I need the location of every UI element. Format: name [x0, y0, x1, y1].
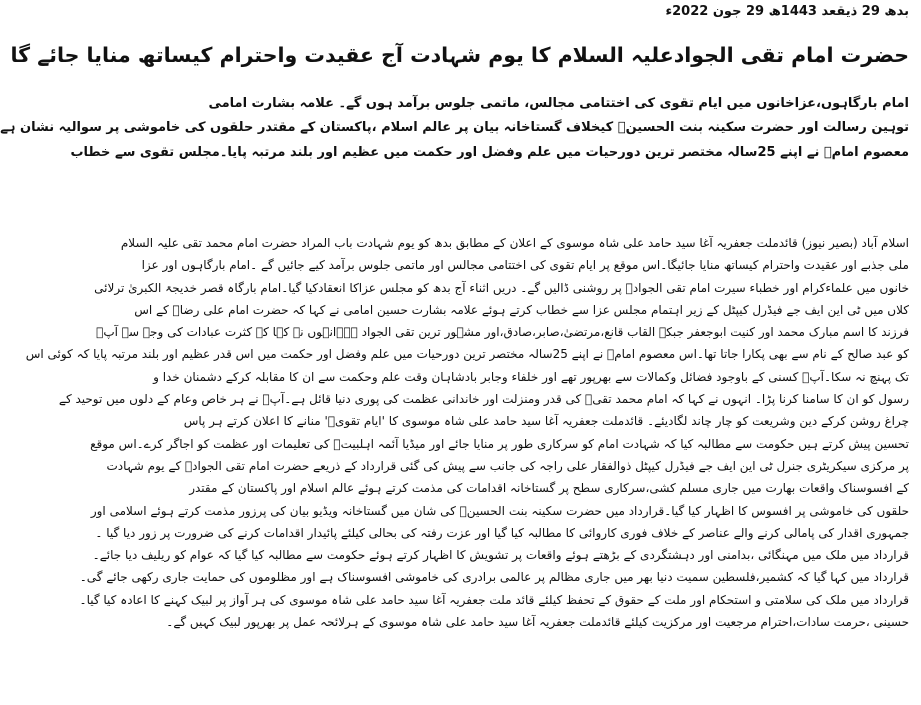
body-line: ملی جذبے اور عقیدت واحترام کیساتھ منایا جائیگا۔اس موقع پر ایام تقوی کی اختتامی مجالس اور ماتمی جلوس برآمد کیے جائیں گے ۔امام بارگاہوں اور عزا	[141, 258, 909, 273]
body-line: چراغ روشن کرکے دین وشریعت کو چار چاند لگادیئے۔ قائدملت جعفریہ آغا سید حامد علی شاہ موسوی کا 'ایام تقویؑ' منانے کا اعلان کرتے ہر پاس	[183, 414, 909, 429]
body-line: کلاں میں ٹی این ایف جے فیڈرل کیپٹل کے زیر اہتمام مجلس عزا سے خطاب کرتے ہوئے علامہ بشارت حسین امامی نے کہا کہ حضرت امام علی رضاؑ کے اس	[134, 302, 909, 317]
body-line: قرارداد میں کہا گیا کہ کشمیر،فلسطین سمیت دنیا بھر میں جاری مظالم پر عالمی برادری کی خاموشی افسوسناک ہے اور مظلوموں کی حمایت جاری رکھی جائے گی۔	[79, 570, 909, 585]
body-line: فرزند کا اسم مبارک محمد اور کنیت ابوجعفر جبکہ القاب قانع،مرتضیٰ،صابر،صادق،اور مشہور ترین تقی الجواد ہے۔انہوں نے کہا کہ کثرت عبادات کی وجہ سے آپؑ	[96, 325, 909, 340]
body-line: کے افسوسناک واقعات بھارت میں جاری مسلم کشی،سرکاری سطح پر گستاخانہ اقدامات کی مذمت کرتے ہوئے عالم اسلام اور پاکستان کے مقتدر	[189, 481, 909, 496]
subdeck-line: امام بارگاہوں،عزاخانوں میں ایام تقوی کی اختتامی مجالس، ماتمی جلوس برآمد ہوں گے۔ علامہ بشارت امامی	[208, 96, 909, 111]
body-line: قرارداد میں ملک میں مہنگائی ،بدامنی اور دہشتگردی کے بڑھتے ہوئے واقعات پر تشویش کا اظہار کرتے ہوئے حکومت سے مطالبہ کیا گیا کہ عوام کو ریلیف دیا جائے۔	[92, 548, 909, 563]
body-line: کو عبد صالح کے نام سے بھی پکارا جاتا تھا۔اس معصوم امامؑ نے اپنے 25سالہ مختصر ترین دورحیات میں علم وفضل اور حکمت میں اس قدر عظیم اور بلند مرتبہ پایا کہ کوئی اس	[25, 347, 909, 362]
body-line: تک پہنچ نہ سکا۔آپؑ کسنی کے باوجود فضائل وکمالات سے بھرپور تھے اور خلفاء وجابر بادشاہان وقت علم وحکمت سے ان کا مقابلہ کرکے دشمنان خدا و	[153, 369, 909, 384]
body-line: خانوں میں علماءکرام اور خطباء سیرت امام تقی الجوادؑ پر روشنی ڈالیں گے۔ دریں اثناء آج بدھ کو مجلس عزاکا انعقادکیا گیا۔امام بارگاہ قصر خدیجۃ الکبریٰ ترلائی	[94, 280, 909, 295]
body-line: اسلام آباد (بصیر نیوز) قائدملت جعفریہ آغا سید حامد علی شاہ موسوی کے اعلان کے مطابق بدھ کو یوم شہادت باب المراد حضرت امام محمد تقی علیہ السلام	[120, 236, 909, 250]
headline: حضرت امام تقی الجوادعلیہ السلام کا یوم شہادت آج عقیدت واحترام کیساتھ منایا جائے گا	[10, 43, 909, 67]
body-line: تحسین پیش کرتے ہیں حکومت سے مطالبہ کیا کہ شہادت امام کو سرکاری طور پر منایا جائے اور میڈیا آئمہ اہلبیتؑ کی تعلیمات اور عظمت کو اجاگر کرے۔اس موقع	[90, 436, 909, 451]
article-body	[25, 232, 909, 633]
body-line: حلقوں کی خاموشی پر افسوس کا اظہار کیا گیا۔قرارداد میں حضرت سکینہ بنت الحسینؑ کی شان میں گستاخانہ ویڈیو بیان کی پرزور مذمت کرتے ہوئے اسلامی اور	[90, 503, 909, 518]
body-line: جمہوری اقدار کی پامالی کرنے والے عناصر کے خلاف فوری کاروائی کا مطالبہ کیا گیا اور عزت رفتہ کی بحالی کیلئے پائیدار اقدامات کرنے کی ضرورت پر زور دیا گیا ۔	[95, 525, 909, 540]
subdeck-line: توہین رسالت اور حضرت سکینہ بنت الحسینؑ کیخلاف گستاخانہ بیان پر عالم اسلام ،پاکستان کے مقتدر حلقوں کی خاموشی پر سوالیہ نشان ہے	[0, 120, 909, 136]
body-line: قرارداد میں ملک کی سلامتی و استحکام اور ملت کے حقوق کے تحفظ کیلئے قائد ملت جعفریہ آغا سید حامد علی شاہ موسوی کی ہر آواز پر لبیک کہنے کا اعادہ کیا گیا۔	[79, 592, 909, 607]
subdeck-line: معصوم امامؑ نے اپنے 25سالہ مختصر ترین دورحیات میں علم وفضل اور حکمت میں عظیم اور بلند مرتبہ پایا۔مجلس تقوی سے خطاب	[70, 144, 909, 160]
body-line: پر مرکزی سیکریٹری جنرل ٹی این ایف جے فیڈرل کیپٹل ذوالفقار علی راجہ کی جانب سے پیش کی گئی قرارداد کے ذریعے حضرت امام تقی الجوادؑ کے یوم شہادت	[106, 458, 909, 473]
sub-headlines	[0, 92, 909, 165]
body-line: حسینی ،حرمت سادات،احترام مرجعیت اور مرکزیت کیلئے قائدملت جعفریہ آغا سید حامد علی شاہ موسوی کے ہرلائحہ عمل پر بھرپور لبیک کہیں گے۔	[166, 615, 909, 630]
body-line: رسول کو ان کا سامنا کرنا پڑا۔ انہوں نے کہا کہ امام محمد تقیؑ کی قدر ومنزلت اور خاندانی عظمت کی پوری دنیا قائل ہے۔آپؑ نے ہر خاص وعام کے دلوں میں توحید کے	[58, 392, 909, 407]
dateline: بدھ 29 ذیقعد 1443ھ 29 جون 2022ء	[665, 4, 909, 19]
